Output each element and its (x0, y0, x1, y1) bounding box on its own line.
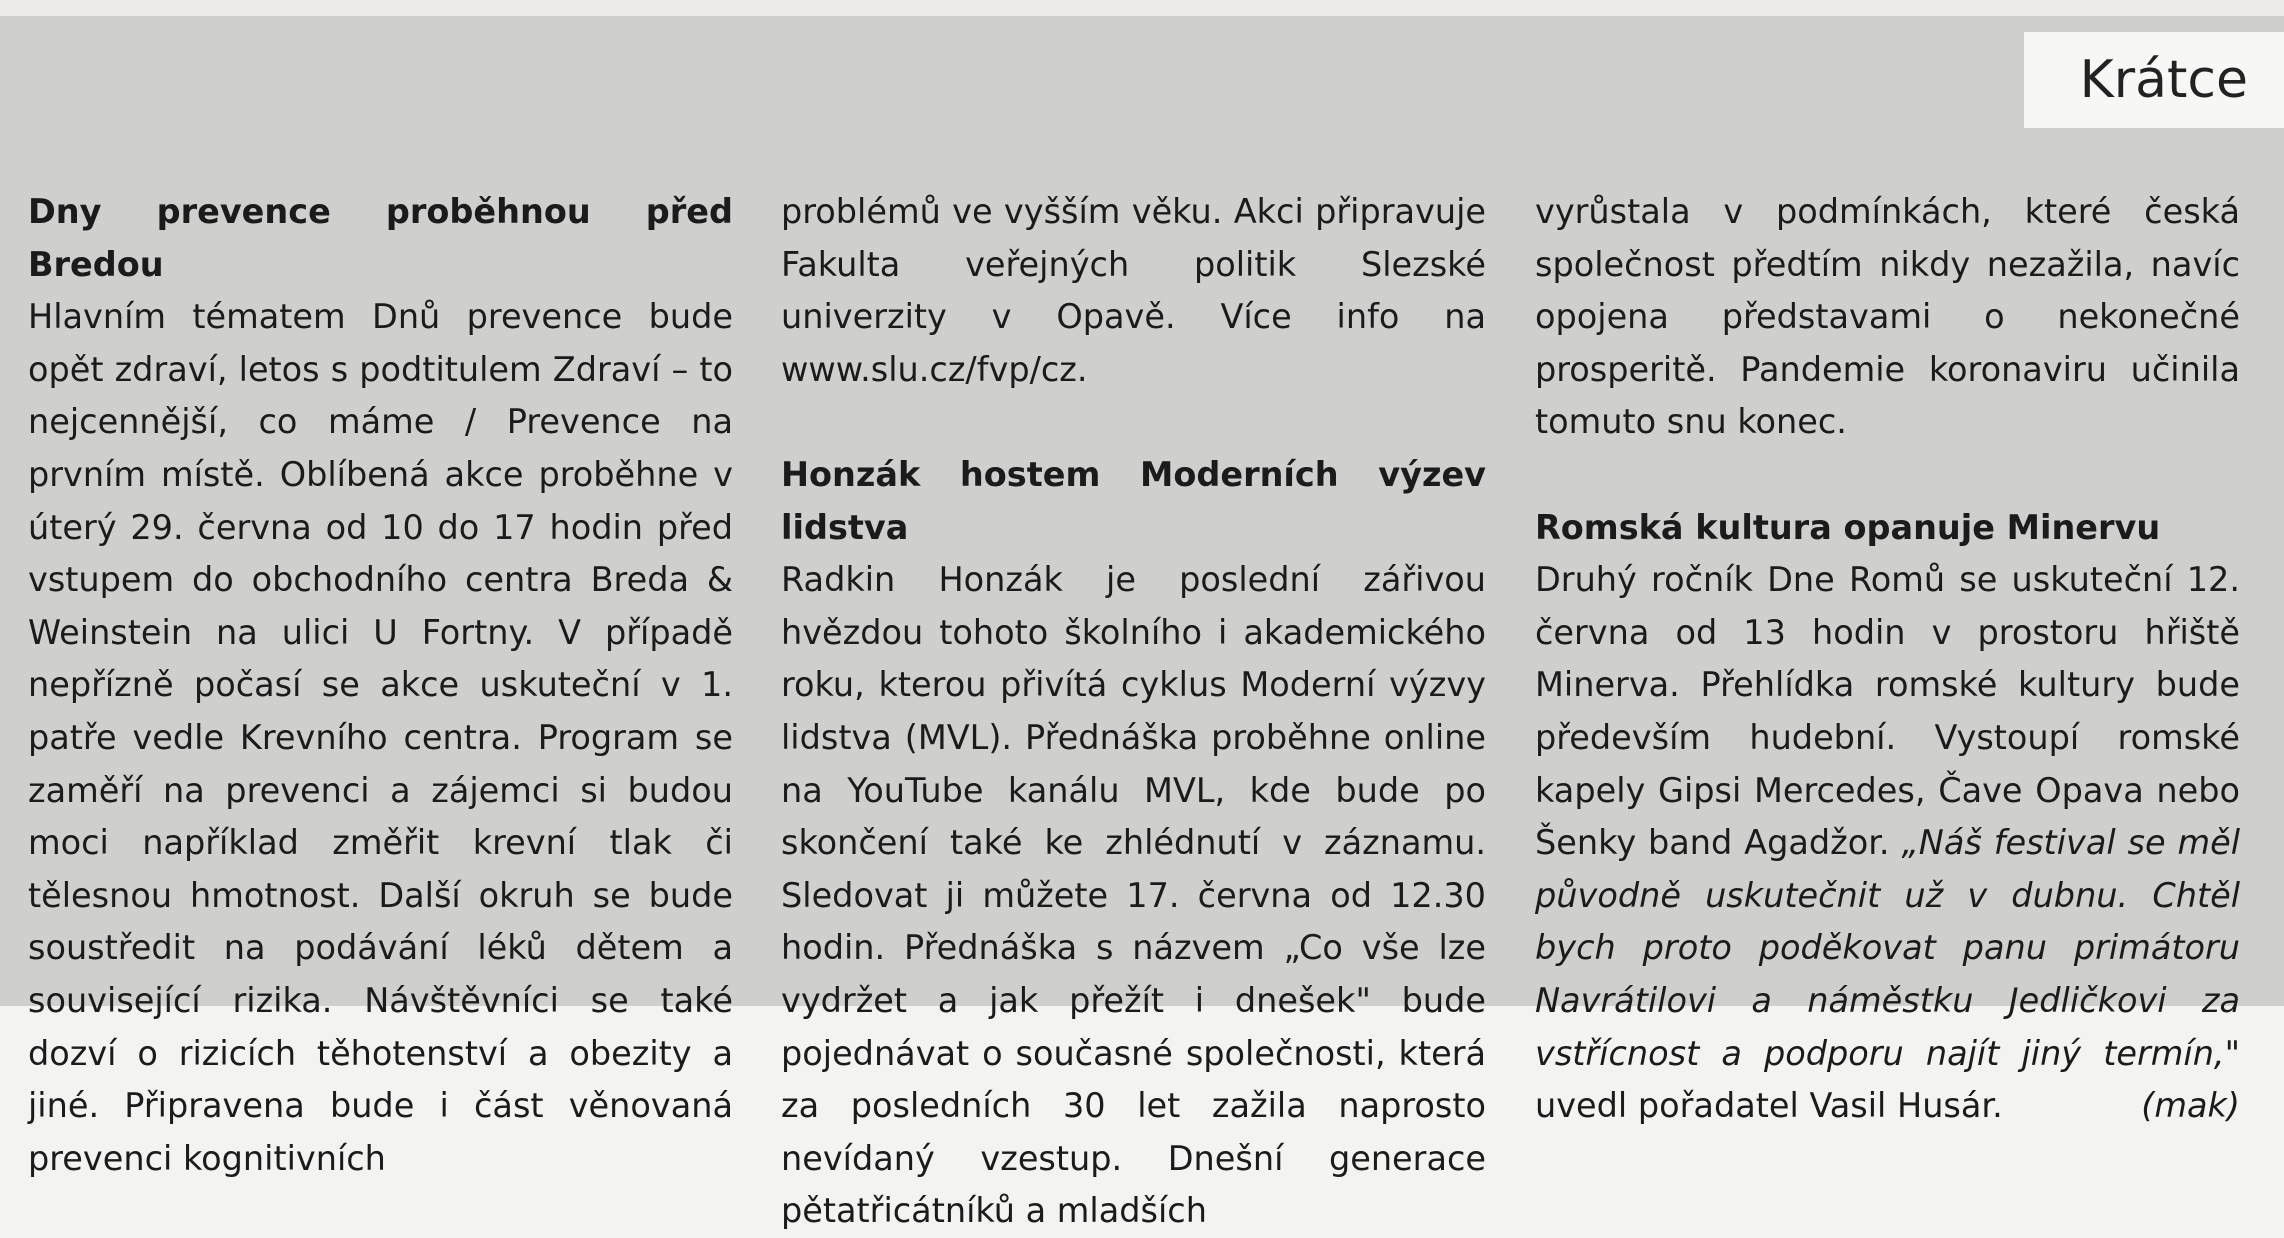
quote-attribution: uvedl pořadatel Vasil Husár. (1535, 1086, 2003, 1126)
article-body: Hlavním tématem Dnů prevence bude opět zdraví, letos s podtitulem Zdraví – to nejcennější, co máme / Prevence na prvním místě. Oblíbená akce proběhne v úterý 29. června od 10 do 17 hodin před vstupem do obchodního centra Breda & Weinstein na ulici U Fortny. V případě nepřízně počasí se akce uskuteční v 1. patře vedle Krevního centra. Program se zaměří na prevenci a zájemci si budou moci například změřit krevní tlak či tělesnou hmotnost. Další okruh se bude soustředit na podávání léků dětem a související rizika. Návštěvníci se také dozví o rizicích těhotenství a obezity a jiné. Připravena bude i část věnovaná prevenci kognitivních (28, 297, 733, 1178)
article-body: Druhý ročník Dne Romů se uskuteční 12. června od 13 hodin v prostoru hřiště Minerva. Přehlídka romské kultury bude především hudební. Vystoupí romské kapely Gipsi Mercedes, Čave Opava nebo Šenky band Agadžor. (1535, 560, 2240, 863)
article-body-paragraph (1535, 554, 2240, 1133)
article-body: Radkin Honzák je poslední zářivou hvězdou tohoto školního i akademického roku, kterou přivítá cyklus Moderní výzvy lidstva (MVL). Přednáška proběhne online na YouTube kanálu MVL, kde bude po skončení také ke zhlédnutí v záznamu. Sledovat ji můžete 17. června od 12.30 hodin. Přednáška s názvem „Co vše lze vydržet a jak přežít i dnešek" bude pojednávat o současné společnosti, která za posledních 30 let zažila naprosto nevídaný vzestup. Dnešní generace pětatřicátníků a mladších (781, 560, 1486, 1231)
column-3 (1535, 186, 2240, 1133)
page-top-edge (0, 0, 2284, 16)
section-label: Krátce (2024, 32, 2284, 128)
article-headline: Honzák hostem Moderních výzev lidstva (781, 454, 1486, 547)
quote-text: „Náš festival se měl původně uskutečnit už v dubnu. Chtěl bych proto poděkovat panu primátoru Navrátilovi a náměstku Jedličkovi za vstřícnost a podporu najít jiný termín," (1535, 823, 2240, 1073)
article-continuation: vyrůstala v podmínkách, které česká společnost předtím nikdy nezažila, navíc opojena představami o nekonečné prosperitě. Pandemie koronaviru učinila tomuto snu konec. (1535, 192, 2240, 442)
author-signature: (mak) (2141, 1086, 2240, 1126)
column-1 (28, 186, 733, 1185)
news-page (0, 16, 2284, 1231)
article-headline: Dny prevence proběhnou před Bredou (28, 192, 733, 284)
article-headline: Romská kultura opanuje Minervu (1535, 507, 2161, 547)
article-continuation: problémů ve vyšším věku. Akci připravuje Fakulta veřejných politik Slezské univerzity v Opavě. Více info na www.slu.cz/fvp/cz. (781, 192, 1486, 389)
column-2 (781, 186, 1486, 1238)
